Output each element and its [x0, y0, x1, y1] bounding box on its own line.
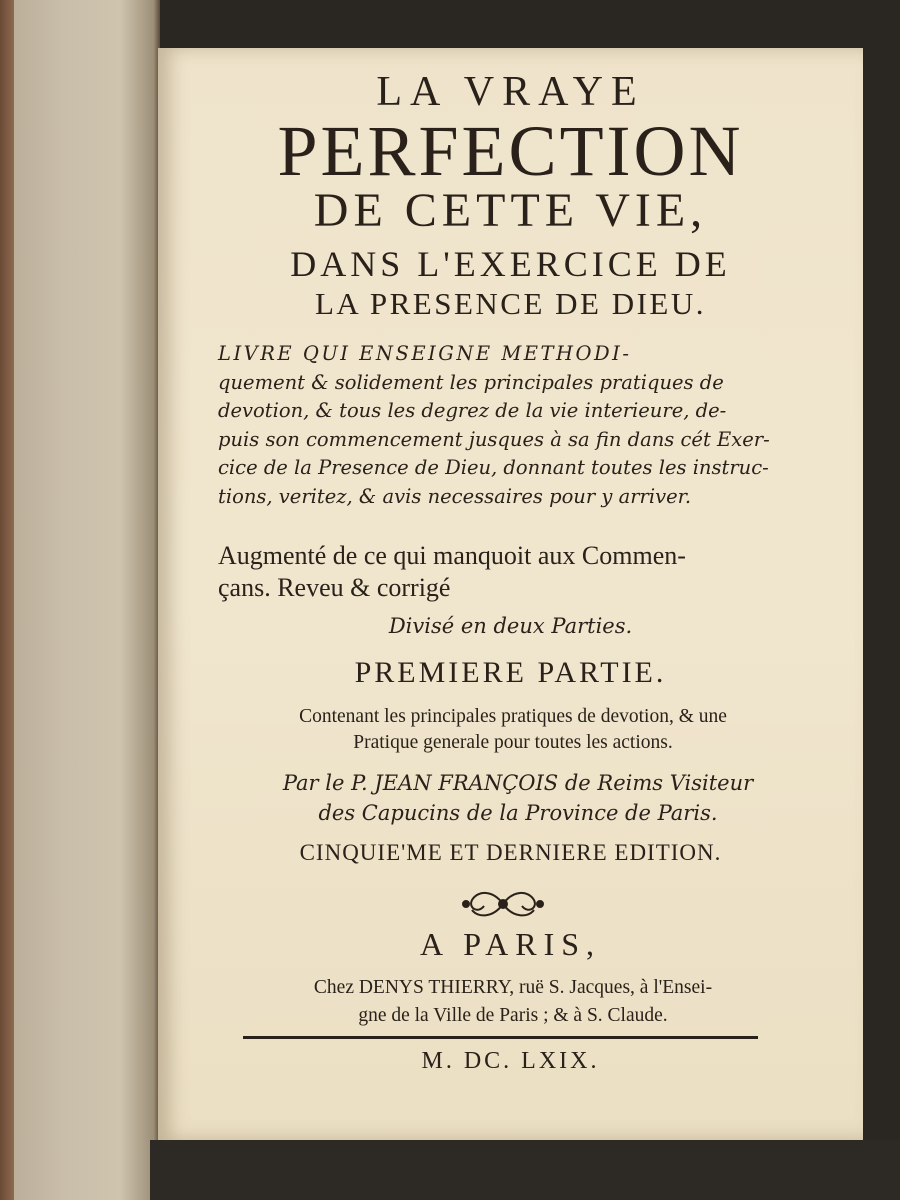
publisher-line-1: Chez DENYS THIERRY, ruë S. Jacques, à l'Ensei-	[313, 977, 713, 998]
printer-ornament-icon	[458, 886, 548, 922]
description-line: devotion, & tous les degrez de la vie interieure, de-	[218, 399, 727, 422]
title-line-1: LA VRAYE	[376, 69, 645, 115]
publisher-block	[213, 974, 813, 1030]
background-surface	[150, 1140, 900, 1200]
edition-line: CINQUIE'ME ET DERNIERE EDITION.	[299, 840, 722, 865]
augmente-line-2: çans. Reveu & corrigé	[218, 573, 451, 602]
premiere-partie: PREMIERE PARTIE.	[354, 656, 667, 689]
contenant-block	[213, 704, 813, 756]
author-line-1: Par le P. JEAN FRANÇOIS de Reims Visiteur	[282, 771, 754, 795]
author-line-2: des Capucins de la Province de Paris.	[318, 801, 718, 825]
description-block	[218, 340, 803, 511]
description-line: LIVRE QUI ENSEIGNE METHODI-	[218, 342, 632, 365]
title-page	[158, 48, 863, 1140]
publisher-line-2: gne de la Ville de Paris ; & à S. Claude.	[358, 1005, 668, 1026]
augmente-line-1: Augmenté de ce qui manquoit aux Commen-	[218, 541, 686, 570]
author-block	[213, 768, 823, 828]
description-line: tions, veritez, & avis necessaires pour y arriver.	[218, 484, 692, 508]
augmente-block	[218, 540, 808, 604]
facing-page	[0, 0, 160, 1200]
description-line: cice de la Presence de Dieu, donnant toutes les instruc-	[218, 456, 769, 479]
description-line: puis son commencement jusques à sa fin dans cét Exer-	[218, 427, 770, 451]
divise-line: Divisé en deux Parties.	[388, 614, 633, 638]
binding-spine	[0, 0, 14, 1200]
contenant-line-2: Pratique generale pour toutes les actions.	[353, 732, 673, 753]
place-line: A PARIS,	[419, 926, 602, 962]
title-line-3: DE CETTE VIE,	[313, 184, 708, 237]
contenant-line-1: Contenant les principales pratiques de devotion, & une	[299, 706, 727, 727]
horizontal-rule	[243, 1036, 758, 1039]
title-line-2: PERFECTION	[277, 111, 744, 191]
title-line-4: DANS L'EXERCICE DE	[290, 244, 731, 284]
date-line: M. DC. LXIX.	[421, 1048, 600, 1074]
title-line-5: LA PRESENCE DE DIEU.	[315, 286, 706, 321]
description-line: quement & solidement les principales pratiques de	[218, 370, 724, 394]
